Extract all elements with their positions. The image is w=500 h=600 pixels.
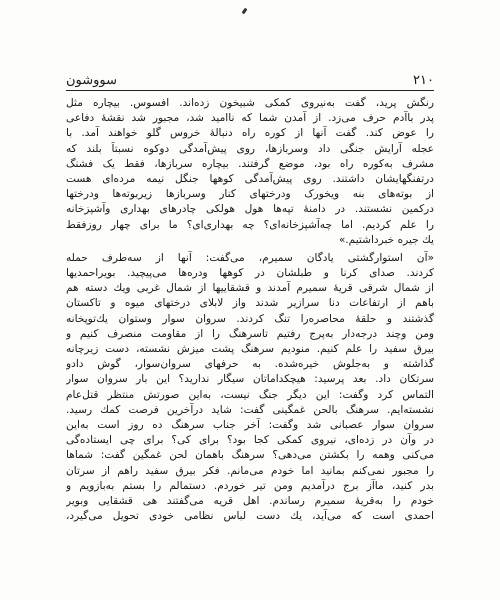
paragraph	[66, 251, 434, 524]
text-line: را مجبور نمی‌کنم بمانید اما خودم می‌مانم. فکر بیرق سفید راهم از سرتان	[66, 464, 434, 477]
text-line: عجله آرایش جنگی داد وسربازها، روی پیش‌آمدگی دوکوه نسبتاً بلند که	[66, 142, 434, 155]
text-line: بدر کنید، ماآز برج درآمدیم ومن تیر خوردم. دستمالم را بستم به‌بازویم و	[66, 479, 434, 492]
text-line: پدر باآدم حرف می‌زد. از آمدن شما که ناامید شد، مجبور شد نقشهٔ دفاعی	[66, 112, 434, 125]
text-line: در وآن در زده‌ای، نیروی کمکی کجا بود؟ برای کی؟ برای چی ایستاده‌گی	[66, 434, 434, 447]
page-number: ۲۱۰	[413, 73, 434, 88]
page-header	[66, 66, 434, 88]
body-text	[66, 96, 434, 524]
text-line: از شمال شرقی قریهٔ سمیرم آمدند و قشقاییها از شمال غربی ویك دسته هم	[66, 282, 434, 295]
text-line: خودم را به‌قریهٔ سمیرم رساندم. اهل قریه می‌گفتند هی قشقایی وبویر	[66, 494, 434, 507]
text-line: التماس کرد وگفت: این دیگر جنگ نیست، به‌این صورتش منتظر قتل‌عام	[66, 388, 434, 401]
text-line: سرتکان داد. بعد پرسید: هیچکداماتان سیگار ندارید؟ این بار سروان سوار	[66, 373, 434, 386]
text-line: گذاشته و به‌جلوش خیره‌شده. به حرفهای سروان‌سوار، گوش دادو	[66, 358, 434, 371]
running-title: سووشون	[66, 73, 118, 88]
text-line: گذشتند و حلقهٔ محاصره‌را تنگ کردند. سروان سوار وستوان یك‌توپخانه	[66, 312, 434, 325]
paragraph	[66, 96, 434, 248]
text-line: یك جیره خبرداشتیم.»	[338, 233, 434, 246]
text-line: باهم از ارتفاعات دنا سرازیر شدند واز لابلای درختهای میوه و تاکستان	[66, 297, 434, 310]
header-rule	[66, 90, 434, 91]
text-line: مشرف به‌کوره راه بود، موضع گرفتند. بیچاره سربازها، فقط یک فشنگ	[66, 157, 434, 170]
text-line: درتفنگهایشان داشتند. روی پیش‌آمدگی کوهها جنگل نیمه مرده‌ای هست	[66, 172, 434, 185]
text-line: بیرق سفید را علم کنیم. منودیم سرهنگ پشت میزش نشسته، دست زیرچانه	[66, 343, 434, 355]
text-line: می‌کنی وهمه را بکشتن می‌دهی؟ سرهنگ باهمان لحن غمگین گفت: شماها	[66, 449, 434, 462]
text-line: «آن استوارگشتی یادگان سمیرم، می‌گفت: آنها از سه‌طرف حمله	[66, 251, 434, 264]
text-line: احمدی است که می‌آید، یك دست لباس نظامی خودی تحویل می‌گیرد،	[66, 510, 434, 523]
text-line: را عوض کند. گفت آنها از کوره راه دنبالهٔ خروس گلو خواهند آمد. با	[66, 127, 434, 140]
text-line: سروان سوار عصبانی شد وگفت: آخر جناب سرهنگ ده روز است به‌این	[66, 418, 434, 431]
ink-speck	[242, 8, 248, 15]
text-line: رنگش پرید، گفت به‌نیروی کمکی شبیخون زده‌اند. افسوس. بیچاره مثل	[66, 97, 434, 109]
text-line: درکمین نشستند. در دامنهٔ تپه‌ها هول هولکی چادرهای بهداری وآشپزخانه	[66, 203, 434, 216]
text-line: را علم کردیم. اما چه‌آشپزخانه‌ای؟ چه بهداری‌ای؟ ما برای چهار روزفقط	[66, 218, 434, 231]
text-line: نشسته‌ایم. سرهنگ بالحن غمگینی گفت: شاید درآخرین فرصت کمك رسید.	[66, 403, 434, 416]
text-line: کردند. صدای کرنا و طبلشان در کوهها ودره‌ها می‌پیچید. بویراحمدیها	[66, 267, 434, 280]
text-line: ومن وچند درجه‌دار به‌پرج رفتیم تاسرهنگ را از مقاومت منصرف کنیم و	[66, 327, 434, 340]
text-line: از بوته‌های بنه ویخورک ودرختهای کنار وسربازها زیربوته‌ها ودرختها	[66, 188, 434, 201]
